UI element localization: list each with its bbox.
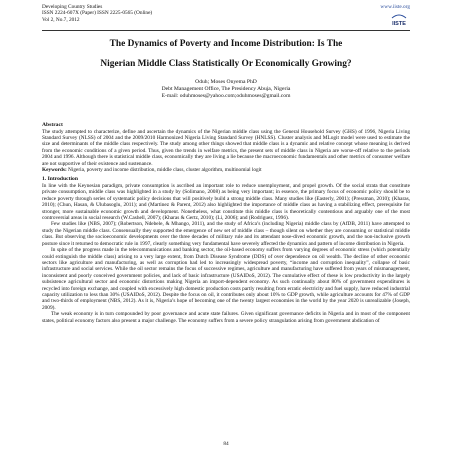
- author-name: Oduh; Moses Onyema PhD: [195, 79, 257, 85]
- journal-header: [42, 4, 410, 26]
- paper-title: [42, 38, 410, 70]
- author-block: [42, 79, 410, 99]
- page-number: 84: [223, 441, 229, 447]
- intro-paragraph-4: The weak economy is in turn compounded by poor governance and acute state failures. Given significant governance deficits in Nigeria and in most of the component states, political economy factors also present a major challenge. The economy suffers from a severe policy strangulation arising from government abdication of: [42, 311, 410, 324]
- intro-paragraph-2: Few studies like (NBS, 2007); (Robertson, Ndebele, & Mhango, 2011), and the study of Africa’s (including Nigeria) middle class by (AfDB, 2011) have attempted to study the Nigerian middle class. Consensually they supported the emergence of new set of middle class – though silent on whether they are consuming or statistical middle class. But observing the socioeconomic developments over the three decades of military rule and its attendant nose-dived economic growth, and the non-inclusive growth posture since it returned to democratic rule in 1997, clearly something very fundamental have severely affected the dynamics and pattern of income distribution in Nigeria.: [42, 221, 410, 247]
- author-affiliation: Debt Management Office, The Presidency Abuja, Nigeria: [161, 85, 291, 92]
- intro-paragraph-1: In line with the Keynesian paradigm, private consumption is ascribed an important role to reduce unemployment, and propel growth. Of the social strata that constitute private consumption, middle class was highlighted in a study by (Solimano, 2008) as being very important; in essence, the primary focus of economic policy should be to reduce poverty through series of systematic policy decisions that will positively build a strong middle class. Many studies like (Easterly, 2001); (Pressman, 2010); (Kharas, 2010); (Chun, Hasan, & Ulubasoglu, 2011); and (Martinez & Parent, 2012) also highlighted the importance of middle class as having a stabilizing effect, prerequisite for stronger, more sustainable economic growth and development. Nonetheless, what constitute this middle class is theoretically contentious and arguably one of the most controversial areas in social research (W.Cashell, 2007); (Kharas & Gertz, 2010); (Li, 2006); and (Rodriguez, 1996).: [42, 183, 410, 222]
- intro-paragraph-3: In spite of the progress made in the telecommunications and banking sector, the oil-based economy suffers from varying degrees of economic stress (which potentially could extinguish the middle class) arising to a very large extent, from Dutch Disease Syndrome (DDS) of over dependence on oil wealth. The decline of other economic sectors like agriculture and manufacturing, as well as corruption had led to increasingly widespread poverty, “income and corruption inequality”, collapse of basic infrastructure and social services. While the oil sector remains the focus of successive regimes, agriculture and manufacturing have suffered from years of mismanagement, inconsistent and poorly conceived government policies, and lack of basic infrastructure (USAIDoS, 2012). The cumulative effect of these is low productivity in the largely subsistence agricultural sector and economic distortions making Nigeria an import-dependent economy. As such continually about 80% of government expenditures is recycled into foreign exchange, and coupled with excessively high domestic production costs partly resulting from erratic electricity and fuel supply, have reduced industrial capacity utilization to less than 30% (USAIDoS, 2012). Despite the focus on oil, it contributes only about 10% to GDP growth, while agriculture accounts for 47% of GDP and two-thirds of employment (NBS, 2012). As it is, Nigeria’s hope of becoming one of the twenty largest economies in the world by the year 2020 is unrealizable (Joseph, 2009).: [42, 247, 410, 311]
- journal-name: Developing Country Studies: [42, 4, 103, 10]
- abstract-text: The study attempted to characterize, define and ascertain the dynamics of the Nigerian middle class using the General Household Survey (GHS) of 1996, Nigeria Living Standard Survey (NLSS) of 2004 and the 2009/2010 Harmonized Nigeria Living Standard Survey (HNLSS). Cluster analysis and MLogit model were used to estimate the size and determinants of the middle class respectively. The study among other things showed that middle class is a dynamic and relative concept whose meaning is derived from the economic conditions of a given period. Thus, given the trends in welfare metrics, the present sets of middle class in Nigeria are worse-off relative to the periods 2004 and 1996. Although there is statistical middle class, economically they are living a lie because the macroeconomic fundamentals and other metrics of consumer welfare are not supportive of their existence and sustenance.: [42, 128, 410, 167]
- journal-url-link[interactable]: www.iiste.org: [380, 4, 410, 10]
- keywords-label: Keywords:: [42, 167, 67, 174]
- journal-issn: ISSN 2224-607X (Paper) ISSN 2225-0565 (Online): [42, 10, 153, 17]
- header-divider: [42, 30, 410, 31]
- iiste-logo-icon: [388, 12, 410, 26]
- introduction-heading: 1. Introduction: [42, 176, 78, 183]
- abstract-heading: Abstract: [42, 122, 63, 128]
- keywords-text: Nigeria, poverty and income distribution, middle class, cluster algorithm, multinomial logit: [68, 167, 262, 174]
- paper-body: [42, 122, 410, 324]
- journal-volume: Vol 2, No.7, 2012: [42, 16, 80, 23]
- author-email: E-mail: oduhmoses@yahoo.com;oduhmoses@gmail.com: [161, 92, 291, 99]
- title-line-2: Nigerian Middle Class Statistically Or Economically Growing?: [100, 58, 352, 69]
- title-line-1: The Dynamics of Poverty and Income Distribution: Is The: [109, 39, 343, 49]
- logo-text: IISTE: [392, 21, 406, 26]
